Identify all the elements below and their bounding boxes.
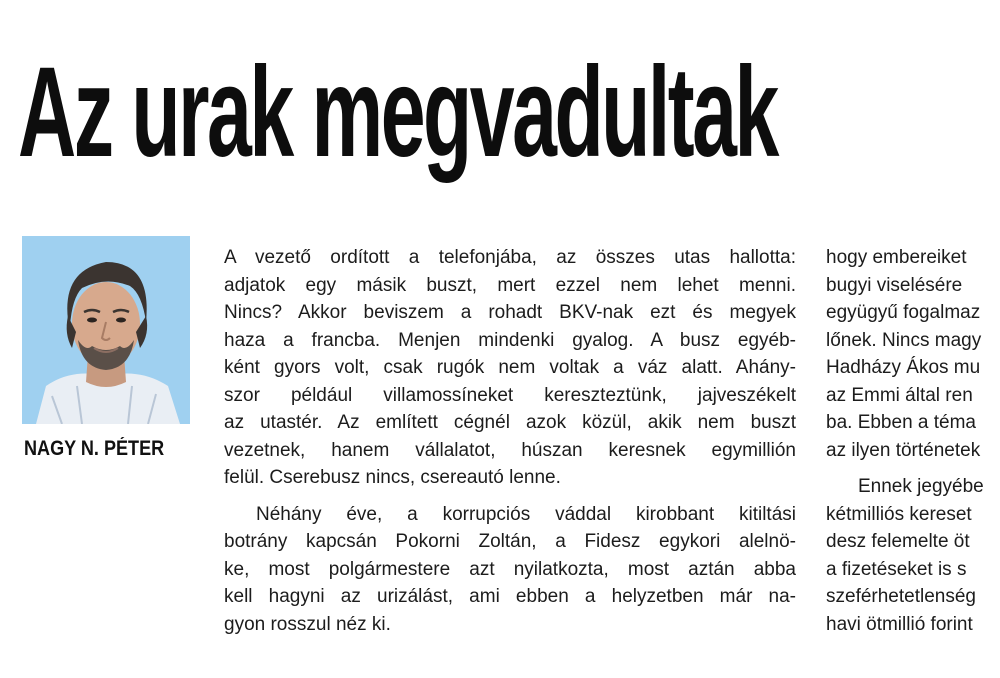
text-line: havi ötmillió forint [826,613,973,635]
text-line: felül. Cserebusz nincs, csereautó lenne. [224,467,561,488]
text-line: kétmilliós kereset [826,503,972,525]
text-line: A vezető ordított a telefonjába, az összes utas hallotta: [224,247,796,268]
text-line: gyon rosszul néz ki. [224,613,391,635]
text-line: haza a francba. Menjen mindenki gyalog. A busz egyéb- [224,329,796,351]
author-byline: NAGY N. PÉTER [24,437,165,460]
text-line: bugyi viselésére [826,274,963,296]
text-line: hogy embereiket [826,247,967,268]
text-line: az ilyen történetek [826,439,981,461]
text-line: az Emmi által ren [826,384,973,406]
headline: Az urak megvadultak [18,41,777,184]
text-line: ként gyors volt, csak rugók nem voltak a váz alatt. Ahány- [224,357,796,378]
text-line: szor például villamossíneket kereszteztünk, jajveszékelt [224,384,796,406]
text-line: botrány kapcsán Pokorni Zoltán, a Fidesz egykori alelnö- [224,531,796,552]
author-portrait-icon [22,236,190,424]
author-photo [22,236,190,424]
article-column-main [224,244,796,638]
text-line: Hadházy Ákos mu [826,357,981,378]
text-line: adjatok egy másik buszt, mert ezzel nem lehet menni. [224,274,796,296]
text-line: szeférhetetlenség [826,586,976,607]
text-line: együgyű fogalmaz [826,302,981,323]
text-line: Nincs? Akkor beviszem a rohadt BKV-nak ezt és megyek [224,302,796,323]
text-line: lőnek. Nincs magy [826,329,982,351]
text-line: kell hagyni az urizálást, ami ebben a helyzetben már na- [224,586,796,607]
text-line: Ennek jegyébe [858,476,984,497]
text-line: ba. Ebben a téma [826,412,976,433]
text-line: Néhány éve, a korrupciós váddal kirobbant kitiltási [256,503,796,525]
text-line: desz felemelte öt [826,531,970,552]
text-line: vezetnek, hanem vállalatot, húszan keresnek egymillión [224,439,796,461]
text-line: ke, most polgármestere azt nyilatkozta, most aztán abba [224,558,796,580]
text-line: az utastér. Az említett cégnél azok közül, akik nem buszt [224,412,796,433]
text-line: a fizetéseket is s [826,558,967,580]
article-column-right [826,244,1000,638]
